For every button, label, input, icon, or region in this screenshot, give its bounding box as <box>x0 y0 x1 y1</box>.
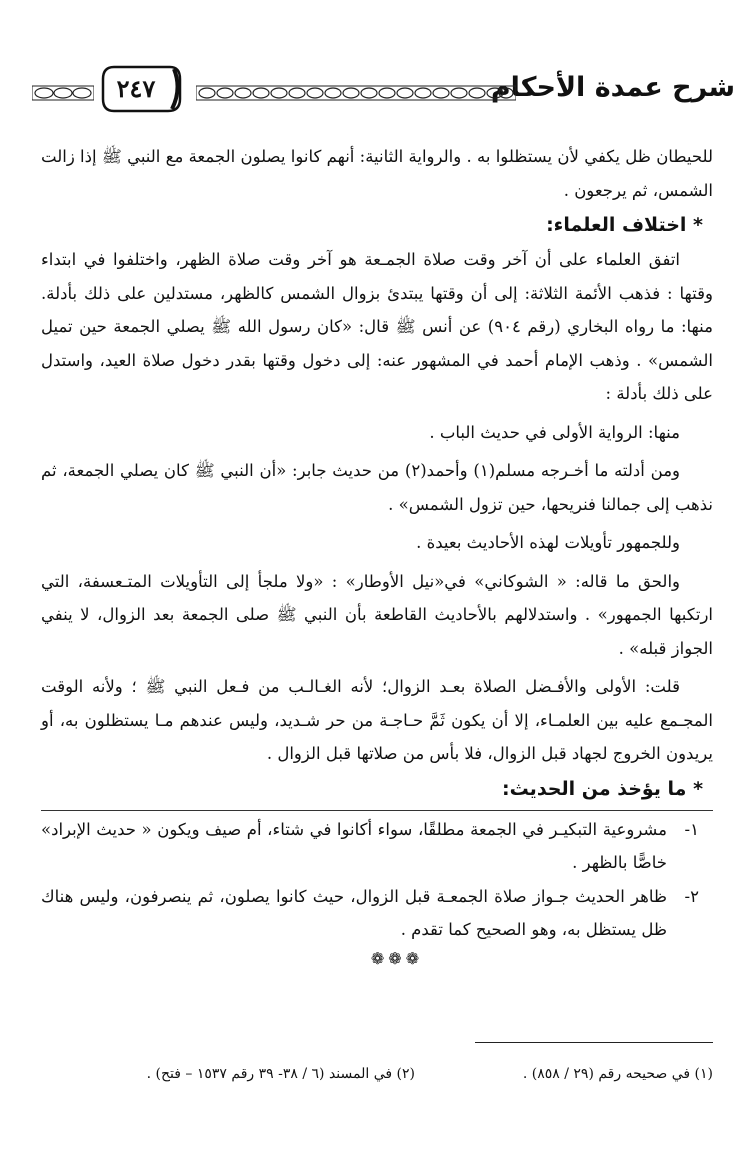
footnote-2: (٢) في المسند (٦ / ٣٨- ٣٩ رقم ١٥٣٧ – فتح) . <box>146 1066 415 1082</box>
paragraph-agreement: اتفق العلماء على أن آخر وقت صلاة الجمـعة هو آخر وقت صلاة الظهر، واختلفوا في ابتداء وقتها : فذهب الأئمة الثلاثة: إلى أن وقتها يبتدئ بزوال الشمس كالظهر، مستدلين على ذلك بأدلة. منها: ما رواه البخاري (رقم ٩٠٤) عن أنس ﷺ قال: «كان رسول الله ﷺ يصلي الجمعة حين تميل الشمس» . وذهب الإمام أحمد في المشهور عنه: إلى دخول وقتها بقدر دخول صلاة العيد، واستدل على ذلك بأدلة : <box>41 250 713 403</box>
section-heading-takeaways: * ما يؤخذ من الحديث: <box>501 777 703 800</box>
list-item-number: ٢- <box>684 886 699 906</box>
paragraph-evidence-2: ومن أدلته ما أخـرجه مسلم(١) وأحمد(٢) من حديث جابر: «أن النبي ﷺ كان يصلي الجمعة، ثم نذهب إلى جمالنا فنريحها، حين تزول الشمس» . <box>41 461 713 514</box>
section-heading-scholars-disagreement: * اختلاف العلماء: <box>546 214 703 236</box>
page-header <box>20 62 735 132</box>
list-item-text: ظاهر الحديث جـواز صلاة الجمعـة قبل الزوال، حيث كانوا يصلون، ثم ينصرفون، وليس هناك ظل يستظل به، وهو الصحيح كما تقدم . <box>41 886 667 939</box>
paragraph-majority: وللجمهور تأويلات لهذه الأحاديث بعيدة . <box>416 533 680 552</box>
paragraph-evidence-1: منها: الرواية الأولى في حديث الباب . <box>429 422 680 442</box>
flower-ornament: ❁❁❁ <box>370 948 424 968</box>
footnote-1: (١) في صحيحه رقم (٢٩ / ٨٥٨) . <box>522 1066 713 1082</box>
list-item <box>41 813 713 880</box>
paragraph-author-opinion: قلت: الأولى والأفـضل الصلاة بعـد الزوال؛ لأنه الغـالـب من فـعل النبي ﷺ ؛ ولأنه الوقت المجـمع عليه بين العلمـاء، إلا أن يكون ثَمَّ حـاجـة من حر شـديد، وليس عندهم مـا يستظلون به، أو يريدون الخروج لجهاد قبل الزوال، فلا بأس من صلاتها قبل الزوال . <box>41 677 713 763</box>
paragraph-continued: للحيطان ظل يكفي لأن يستظلوا به . والرواية الثانية: أنهم كانوا يصلون الجمعة مع النبي ﷺ إذا زالت الشمس، ثم يرجعون . <box>41 147 713 200</box>
takeaways-list <box>41 813 713 947</box>
list-item-text: مشروعية التبكيـر في الجمعة مطلقًا، سواء أكانوا في شتاء، أم صيف ويكون « حديث الإبراد» خاصًّا بالظهر . <box>41 819 667 872</box>
paragraph-shawkani: والحق ما قاله: « الشوكاني» في«نيل الأوطار» : «ولا ملجأ إلى التأويلات المتـعسفة، التي ارتكبها الجمهور» . واستدلالهم بالأحاديث القاطعة بأن النبي ﷺ صلى الجمعة بعد الزوال، لا ينفي الجواز قبله» . <box>41 571 713 658</box>
header-ornament-band <box>196 84 516 102</box>
header-ornament-small <box>32 84 94 102</box>
divider <box>41 810 713 811</box>
list-item-number: ١- <box>684 819 699 839</box>
book-title: شرح عمدة الأحكام <box>490 72 735 103</box>
page-number: ٢٤٧ <box>116 74 156 103</box>
main-text <box>41 140 713 968</box>
footnote-separator <box>475 1042 713 1043</box>
list-item <box>41 880 713 947</box>
